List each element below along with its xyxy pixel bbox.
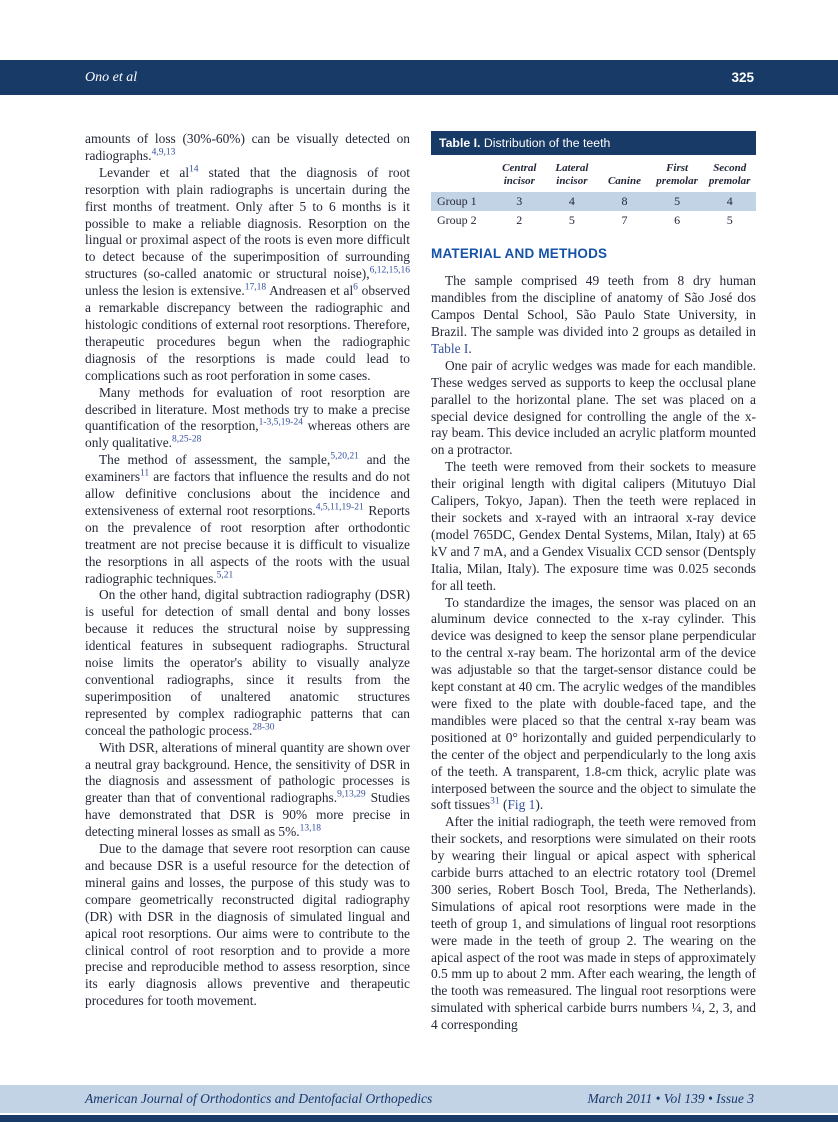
- reference-superscript[interactable]: 13,18: [299, 823, 321, 834]
- text-run: Due to the damage that severe root resorption can cause and because DSR is a useful resource for the detection of mineral gains and losses, the purpose of this study was to compare geometrically reconstructed digital radiography (DR) with DSR in the diagnosis of simulated lingual and apical root resorptions. Our aims were to contribute to the clinical control of root resorption and to provide a more precise and reproducible method to assess resorption, since its early diagnosis allows preventive and therapeutic procedures for tooth movement.: [85, 841, 410, 1009]
- cross-reference-link[interactable]: Table I: [431, 340, 469, 356]
- journal-title: American Journal of Orthodontics and Dentofacial Orthopedics: [85, 1091, 433, 1106]
- table-cell: 4: [568, 193, 575, 208]
- cross-reference-link[interactable]: Fig 1: [507, 797, 536, 813]
- reference-superscript[interactable]: 9,13,29: [337, 789, 366, 800]
- table-cell: 3: [516, 193, 523, 208]
- text-run: stated that the diagnosis of root resorption with plain radiographs is uncertain during the first months of treatment. Only after 5 to 6 months is it possible to make a reliable diagnosis. Resorption on the lingual or proximal aspect of the roots is even more difficult to detect because of the superimposition of surrounding structures (so-called anatomic or structural noise),: [85, 164, 411, 282]
- table-row: [431, 192, 756, 211]
- text-run: The sample comprised 49 teeth from 8 dry human mandibles from the discipline of anatomy of São José dos Campos Dental School, São Paulo State University, in Brazil. The sample was divided into 2 groups as detailed in: [431, 273, 756, 340]
- page-header-bar: [0, 60, 838, 95]
- reference-superscript[interactable]: 31: [490, 796, 500, 807]
- table-cell: 8: [621, 193, 628, 208]
- text-run: Studies have demonstrated that DSR is 90% more precise in detecting mineral losses as small as 5%.: [85, 790, 411, 840]
- text-run: amounts of loss (30%-60%) can be visually detected on radiographs.: [85, 131, 410, 163]
- paragraph: [85, 587, 410, 739]
- text-run: One pair of acrylic wedges was made for each mandible. These wedges served as supports to keep the occlusal plane parallel to the horizontal plane. The set was placed on a special device designed for controlling the angle of the x-ray beam. This device included an acrylic platform mounted on a protractor.: [431, 357, 756, 458]
- table-1-header-row: [431, 155, 756, 192]
- table-1-body: [431, 192, 756, 230]
- table-cell: 7: [621, 212, 628, 227]
- paragraph: [85, 740, 410, 841]
- body-columns: [85, 131, 756, 1034]
- page-footer-bar: [0, 1085, 838, 1113]
- reference-superscript[interactable]: 6,12,15,16: [369, 265, 410, 276]
- paragraph: [85, 452, 410, 587]
- right-column: [431, 131, 756, 1034]
- text-run: are factors that influence the results and do not allow definitive conclusions about the incidence and extensiveness of external root resorptions.: [85, 469, 410, 518]
- reference-superscript[interactable]: 14: [189, 164, 199, 175]
- table-cell: 5: [674, 193, 681, 208]
- paragraph: [85, 841, 410, 1010]
- text-run: observed a remarkable discrepancy between the radiographic and histologic conditions of external root resorptions. Therefore, therapeutic procedures begun when the radiographic diagnosis of the resorptions is made could lead to complications such as root perforation in some cases.: [85, 283, 411, 383]
- reference-superscript[interactable]: 28-30: [252, 722, 275, 733]
- text-run: The teeth were removed from their sockets to measure their original length with digital calipers (Mitutuyo Dial Calipers, Tokyo, Japan). Then the teeth were replaced in their sockets and x-rayed with an intraoral x-ray device (model 765DC, Gendex Dental Systems, Milan, Italy) at 65 kV and 7 mA, and a Gendex Visualix CCD sensor (Dentsply Italia, Milan, Italy). The exposure time was 0.025 seconds for all teeth.: [431, 459, 756, 593]
- table-1-title-text: Distribution of the teeth: [483, 136, 611, 150]
- table-cell: 2: [516, 212, 523, 227]
- row-label: Group 1: [437, 193, 477, 208]
- paragraph: [85, 385, 410, 453]
- text-run: Reports on the prevalence of root resorption after orthodontic treatment are not precise because it is difficult to visualize the resorptions in all aspects of the roots with the usual radiographic techniques.: [85, 502, 410, 586]
- column-header: Second premolar: [708, 162, 751, 187]
- right-column-text: [431, 273, 756, 1034]
- table-1-grid: [431, 155, 756, 229]
- page-number: 325: [731, 70, 754, 85]
- reference-superscript[interactable]: 5,21: [216, 570, 234, 581]
- paragraph: [431, 273, 756, 358]
- table-1-label: Table I.: [439, 136, 481, 150]
- text-run: Levander et al: [99, 164, 190, 180]
- text-run: To standardize the images, the sensor was placed on an aluminum device connected to the x-ray cylinder. This device was designed to keep the sensor plane perpendicular to the central x-ray beam. The horizontal arm of the device was adjustable so that the target-sensor distance could be kept constant at 40 cm. The acrylic wedges of the mandibles were fixed to the plate with double-faced tape, and the mandibles were placed so that the central x-ray beam was positioned at 0° horizontally and guided perpendicularly to the center of the object and perpendicularly to the long axis of the teeth. A transparent, 1.8-cm thick, acrylic plate was interposed between the source and the object to simulate the soft tissues: [431, 594, 756, 813]
- reference-superscript[interactable]: 4,9,13: [151, 147, 176, 158]
- reference-superscript[interactable]: 6: [353, 282, 358, 293]
- text-run: Many methods for evaluation of root resorption are described in literature. Most methods try to make a precise quantification of the resorption,: [85, 384, 410, 434]
- reference-superscript[interactable]: 8,25-28: [172, 434, 202, 445]
- table-1: [431, 131, 756, 229]
- text-run: whereas others are only qualitative.: [85, 418, 410, 451]
- table-corner-cell: [431, 155, 493, 192]
- reference-superscript[interactable]: 4,5,11,19-21: [315, 502, 364, 513]
- table-1-caption: [431, 131, 756, 155]
- running-head: Ono et al: [85, 69, 138, 85]
- text-run: With DSR, alterations of mineral quantity are shown over a neutral gray background. Hence, the sensitivity of DSR in the diagnosis and assessment of pathologic processes is greater than that of conventional radiographs.: [85, 739, 410, 806]
- table-cell: 5: [726, 212, 733, 227]
- text-run: ).: [535, 797, 544, 813]
- column-header: Canine: [607, 174, 641, 187]
- text-run: After the initial radiograph, the teeth were removed from their sockets, and resorptions were simulated on their roots by wearing their lingual or apical aspect with spherical carbide burrs attached to an electric rotatory tool (Dremel 300 series, Robert Bosch Tool, Breda, The Netherlands). Simulations of apical root resorptions were made in the teeth of group 1, and simulations of lingual root resorptions were made in the teeth of group 2. The wearing on the apical aspect of the root was made in steps of approximately 0.5 mm up to about 2 mm. After each wearing, the length of the tooth was remeasured. The lingual root resorptions were simulated with spherical carbide burrs numbers ¼, 2, 3, and 4 corresponding: [431, 814, 756, 1033]
- text-run: On the other hand, digital subtraction radiography (DSR) is useful for detection of small dental and bony losses because it reduces the structural noise by suppressing identical features in subsequent radiographs. Structural noise limits the operator's ability to visually analyze conventional radiographs, since it results from the superimposition of unaltered anatomic structures represented by complex radiographic patterns that can conceal the pathologic process.: [85, 587, 410, 738]
- column-header: Central incisor: [502, 162, 537, 187]
- text-run: Andreasen et al: [266, 283, 354, 299]
- reference-superscript[interactable]: 17,18: [244, 282, 267, 293]
- paragraph: [85, 131, 410, 165]
- table-cell: 5: [568, 212, 575, 227]
- text-run: unless the lesion is extensive.: [85, 283, 245, 299]
- text-run: (: [499, 797, 508, 813]
- reference-superscript[interactable]: 11: [140, 468, 150, 479]
- left-column: [85, 131, 410, 1034]
- bottom-rule-bar: [0, 1115, 838, 1122]
- paragraph: [431, 358, 756, 459]
- text-run: and the examiners: [85, 452, 410, 485]
- reference-superscript[interactable]: 1-3,5,19-24: [258, 417, 303, 428]
- column-header: Lateral incisor: [555, 162, 589, 187]
- reference-superscript[interactable]: 5,20,21: [330, 451, 359, 462]
- table-cell: 6: [674, 212, 681, 227]
- text-run: .: [468, 340, 472, 356]
- paragraph: [85, 165, 410, 385]
- row-label: Group 2: [437, 212, 477, 227]
- paragraph: [431, 814, 756, 1034]
- table-row: [431, 211, 756, 230]
- issue-info: March 2011 • Vol 139 • Issue 3: [587, 1091, 754, 1106]
- text-run: The method of assessment, the sample,: [99, 452, 331, 468]
- paragraph: [431, 459, 756, 594]
- paragraph: [431, 595, 756, 815]
- column-header: First premolar: [656, 162, 698, 187]
- section-heading-material-methods: MATERIAL AND METHODS: [431, 246, 608, 262]
- table-cell: 4: [726, 193, 733, 208]
